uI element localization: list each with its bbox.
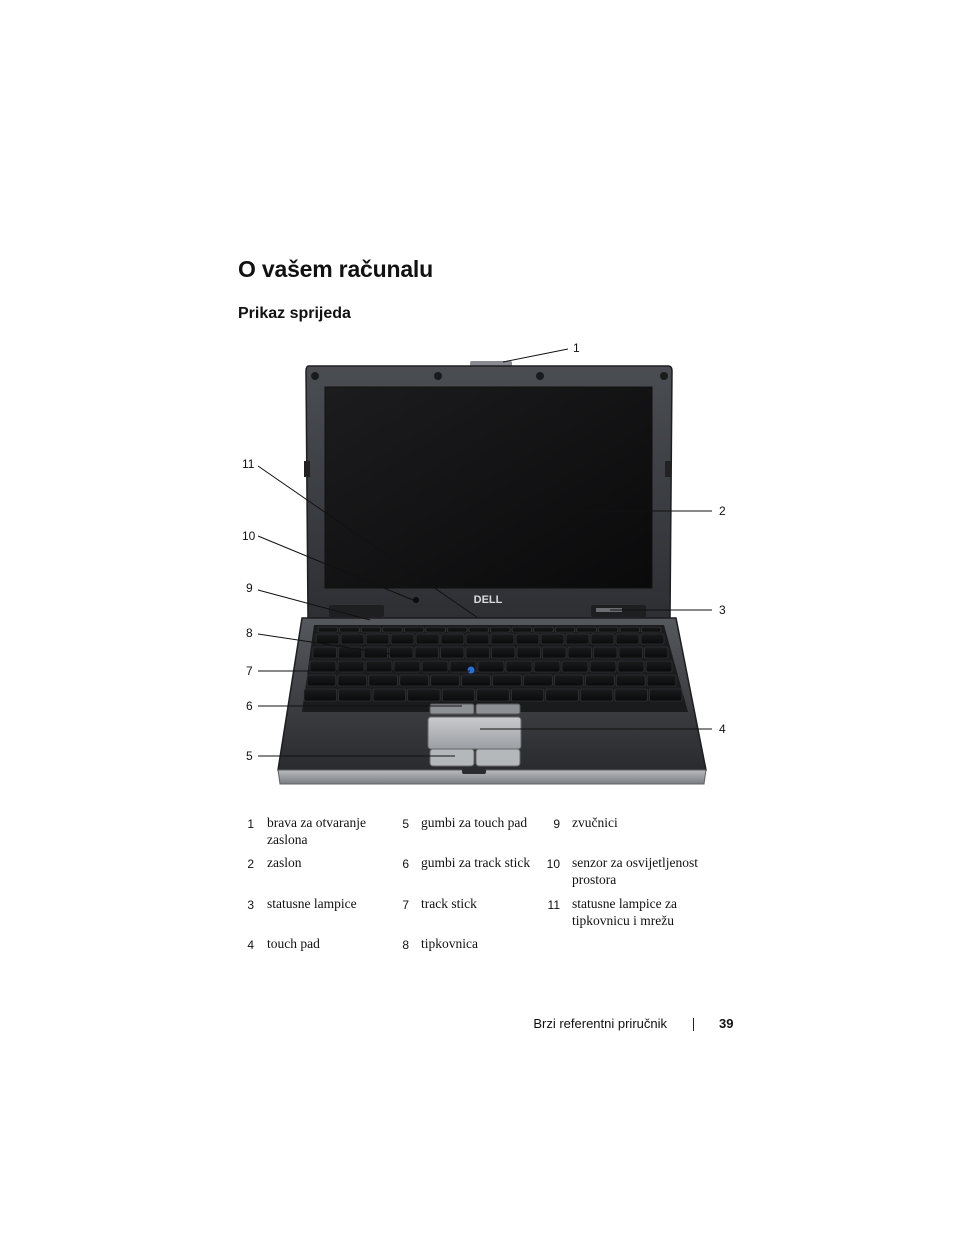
display-screen bbox=[325, 387, 652, 588]
keyboard-key bbox=[442, 689, 475, 701]
callout-3: 3 bbox=[719, 603, 726, 617]
keyboard-key bbox=[466, 647, 490, 658]
legend-number: 6 bbox=[402, 857, 409, 871]
legend-text: zaslon bbox=[267, 855, 302, 870]
keyboard-key bbox=[616, 675, 645, 686]
keyboard-key bbox=[585, 675, 614, 686]
keyboard-key bbox=[493, 675, 522, 686]
keyboard-key bbox=[338, 661, 364, 672]
keyboard-key bbox=[511, 689, 544, 701]
callout-11: 11 bbox=[242, 457, 255, 471]
touch-pad bbox=[428, 717, 521, 749]
legend-text: tipkovnica bbox=[421, 936, 478, 951]
callout-4: 4 bbox=[719, 722, 726, 736]
ambient-light-sensor bbox=[413, 597, 419, 603]
keyboard-key bbox=[512, 627, 532, 632]
keyboard-key bbox=[641, 627, 661, 632]
legend-number: 3 bbox=[247, 898, 254, 912]
keyboard-key bbox=[555, 627, 575, 632]
keyboard-key bbox=[366, 661, 392, 672]
legend-table bbox=[238, 814, 738, 959]
keyboard-key bbox=[341, 634, 364, 644]
keyboard-key bbox=[615, 689, 648, 701]
legend-text: statusne lampice bbox=[267, 896, 357, 911]
keyboard-key bbox=[304, 689, 337, 701]
legend-text: touch pad bbox=[267, 936, 320, 951]
keyboard-key bbox=[580, 689, 613, 701]
keyboard-key bbox=[647, 675, 676, 686]
keyboard-key bbox=[618, 661, 644, 672]
keyboard-key bbox=[310, 661, 336, 672]
callout-10: 10 bbox=[242, 529, 256, 543]
keyboard-key bbox=[517, 647, 541, 658]
keyboard-key bbox=[645, 647, 669, 658]
legend-text: zvučnici bbox=[572, 815, 618, 830]
keyboard-key bbox=[650, 689, 683, 701]
legend-number: 10 bbox=[546, 857, 560, 871]
keyboard-key bbox=[469, 627, 489, 632]
keyboard-key bbox=[534, 661, 560, 672]
keyboard-key bbox=[492, 647, 516, 658]
keyboard-key bbox=[408, 689, 441, 701]
keyboard-key bbox=[541, 634, 564, 644]
keyboard-key bbox=[516, 634, 539, 644]
footer-divider bbox=[693, 1018, 694, 1031]
keyboard-key bbox=[339, 689, 372, 701]
keyboard-key bbox=[646, 661, 672, 672]
track-stick bbox=[468, 667, 475, 674]
keyboard-key bbox=[543, 647, 567, 658]
legend-number: 8 bbox=[402, 938, 409, 952]
keyboard-key bbox=[361, 627, 381, 632]
keyboard-key bbox=[441, 647, 465, 658]
legend-number: 7 bbox=[402, 898, 409, 912]
page-number: 39 bbox=[719, 1016, 734, 1031]
keyboard-key bbox=[404, 627, 424, 632]
keyboard-key bbox=[390, 647, 414, 658]
keyboard-key bbox=[562, 661, 588, 672]
keyboard-key bbox=[340, 627, 360, 632]
legend-text: track stick bbox=[421, 896, 477, 911]
keyboard-key bbox=[577, 627, 597, 632]
keyboard-key bbox=[369, 675, 398, 686]
keyboard-key bbox=[441, 634, 464, 644]
keyboard-key bbox=[619, 647, 643, 658]
legend-text: gumbi za track stick bbox=[421, 855, 531, 870]
page-title: O vašem računalu bbox=[238, 256, 433, 282]
keyboard-key bbox=[416, 634, 439, 644]
callout-7: 7 bbox=[246, 664, 253, 678]
keyboard-key bbox=[546, 689, 579, 701]
brand-logo: DELL bbox=[473, 594, 503, 606]
keyboard-key bbox=[394, 661, 420, 672]
callout-8: 8 bbox=[246, 626, 253, 640]
keyboard-key bbox=[506, 661, 532, 672]
keyboard-key bbox=[641, 634, 664, 644]
keyboard-key bbox=[422, 661, 448, 672]
keyboard-key bbox=[373, 689, 406, 701]
legend-text: statusne lampice za tipkovnicu i mrežu bbox=[572, 896, 677, 928]
keyboard-key bbox=[491, 634, 514, 644]
keyboard-key bbox=[415, 647, 439, 658]
keyboard-key bbox=[307, 675, 336, 686]
keyboard-key bbox=[466, 634, 489, 644]
keyboard-key bbox=[478, 661, 504, 672]
keyboard-key bbox=[554, 675, 583, 686]
keyboard-key bbox=[568, 647, 592, 658]
page-footer bbox=[0, 1016, 954, 1036]
keyboard-key bbox=[366, 634, 389, 644]
keyboard-key bbox=[400, 675, 429, 686]
legend-number: 4 bbox=[247, 938, 254, 952]
legend-number: 2 bbox=[247, 857, 254, 871]
callout-2: 2 bbox=[719, 504, 726, 518]
legend-number bbox=[545, 935, 560, 938]
keyboard-key bbox=[318, 627, 338, 632]
callout-6: 6 bbox=[246, 699, 253, 713]
section-title: Prikaz sprijeda bbox=[238, 305, 351, 322]
keyboard-key bbox=[591, 634, 614, 644]
keyboard-key bbox=[462, 675, 491, 686]
legend-number: 1 bbox=[247, 817, 254, 831]
callout-5: 5 bbox=[246, 749, 253, 763]
legend-text: brava za otvaranje zaslona bbox=[267, 815, 366, 847]
keyboard-key bbox=[491, 627, 511, 632]
keyboard-key bbox=[447, 627, 467, 632]
legend-number: 9 bbox=[553, 817, 560, 831]
keyboard-key bbox=[598, 627, 618, 632]
legend-text: senzor za osvijetljenost prostora bbox=[572, 855, 698, 887]
legend-number: 11 bbox=[547, 898, 560, 912]
keyboard-key bbox=[534, 627, 554, 632]
keyboard-key bbox=[313, 647, 337, 658]
footer-title: Brzi referentni priručnik bbox=[533, 1016, 667, 1031]
legend-text: gumbi za touch pad bbox=[421, 815, 528, 830]
keyboard-key bbox=[431, 675, 460, 686]
keyboard-key bbox=[426, 627, 446, 632]
callout-9: 9 bbox=[246, 581, 253, 595]
legend-row bbox=[238, 814, 738, 854]
keyboard-key bbox=[620, 627, 640, 632]
legend-row bbox=[238, 935, 738, 959]
keyboard-key bbox=[477, 689, 510, 701]
keyboard-key bbox=[616, 634, 639, 644]
callout-1: 1 bbox=[573, 341, 580, 355]
keyboard-key bbox=[523, 675, 552, 686]
keyboard-key bbox=[338, 675, 367, 686]
keyboard-key bbox=[316, 634, 339, 644]
legend-number: 5 bbox=[402, 817, 409, 831]
keyboard-key bbox=[566, 634, 589, 644]
keyboard-key bbox=[391, 634, 414, 644]
legend-row bbox=[238, 895, 738, 935]
keyboard-key bbox=[383, 627, 403, 632]
keyboard-keys bbox=[304, 627, 682, 701]
keyboard-key bbox=[594, 647, 618, 658]
keyboard-key bbox=[590, 661, 616, 672]
legend-row bbox=[238, 854, 738, 895]
